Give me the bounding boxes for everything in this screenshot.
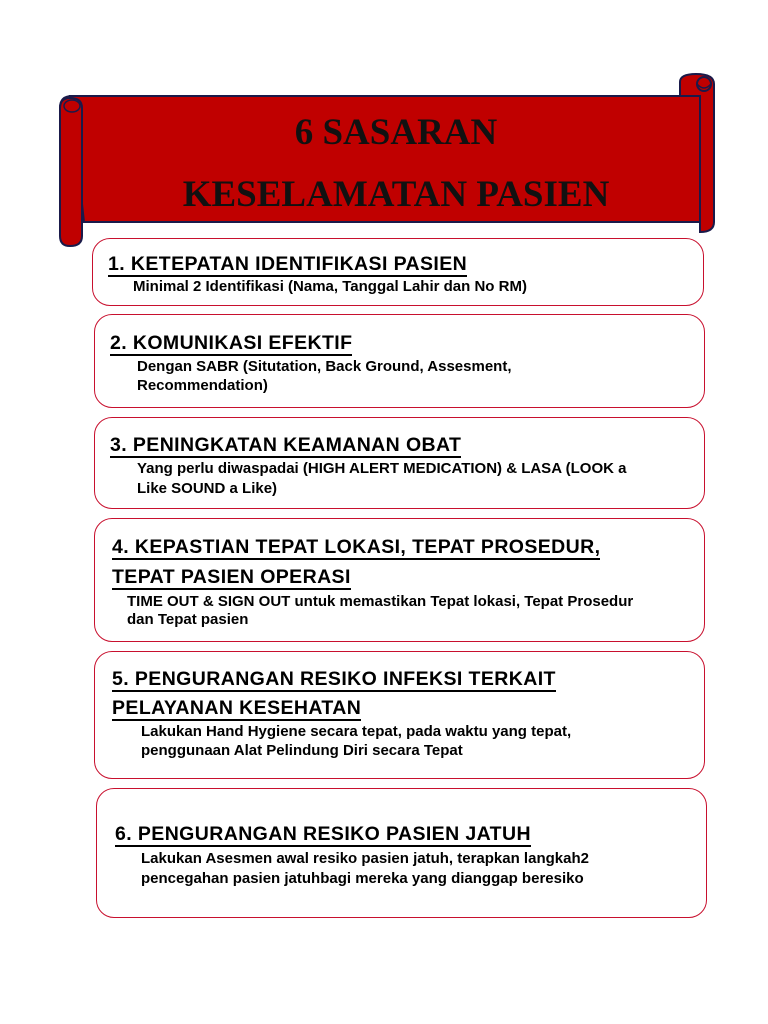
goal-5-description-line2: penggunaan Alat Pelindung Diri secara Tepat [141, 742, 463, 759]
goal-card-2 [94, 314, 705, 408]
goal-card-5 [94, 651, 705, 779]
goal-1-title: 1. KETEPATAN IDENTIFIKASI PASIEN [108, 253, 468, 275]
goal-5-description-line1: Lakukan Hand Hygiene secara tepat, pada waktu yang tepat, [141, 723, 572, 740]
goal-5-title-line2: PELAYANAN KESEHATAN [112, 697, 362, 719]
goal-2-description-line1: Dengan SABR (Situtation, Back Ground, Assesment, [137, 358, 512, 375]
goal-4-description-line1: TIME OUT & SIGN OUT untuk memastikan Tepat lokasi, Tepat Prosedur [127, 593, 634, 610]
goal-card-6 [96, 788, 707, 918]
goal-3-description-line2: Like SOUND a Like) [137, 480, 278, 497]
goal-1-description: Minimal 2 Identifikasi (Nama, Tanggal Lahir dan No RM) [133, 278, 527, 295]
goal-2-title: 2. KOMUNIKASI EFEKTIF [110, 332, 353, 354]
goal-card-1 [92, 238, 704, 306]
goal-4-title-line2: TEPAT PASIEN OPERASI [112, 566, 351, 588]
scroll-banner-shape [56, 72, 720, 248]
goal-3-description-line1: Yang perlu diwaspadai (HIGH ALERT MEDICATION) & LASA (LOOK a [137, 460, 627, 477]
goal-card-3 [94, 417, 705, 509]
goal-6-description-line1: Lakukan Asesmen awal resiko pasien jatuh, terapkan langkah2 [141, 850, 589, 867]
banner-title-line1: 6 SASARAN [294, 112, 498, 153]
banner-title-line2: KESELAMATAN PASIEN [182, 174, 610, 215]
title-banner [56, 72, 720, 248]
goal-4-description-line2: dan Tepat pasien [127, 611, 249, 628]
goal-3-title: 3. PENINGKATAN KEAMANAN OBAT [110, 434, 462, 456]
goal-6-description-line2: pencegahan pasien jatuhbagi mereka yang dianggap beresiko [141, 870, 584, 887]
goal-6-title: 6. PENGURANGAN RESIKO PASIEN JATUH [115, 823, 531, 845]
goal-5-title-line1: 5. PENGURANGAN RESIKO INFEKSI TERKAIT [112, 668, 556, 690]
goal-card-4 [94, 518, 705, 642]
goal-4-title-line1: 4. KEPASTIAN TEPAT LOKASI, TEPAT PROSEDUR, [112, 536, 601, 558]
goal-2-description-line2: Recommendation) [137, 377, 268, 394]
